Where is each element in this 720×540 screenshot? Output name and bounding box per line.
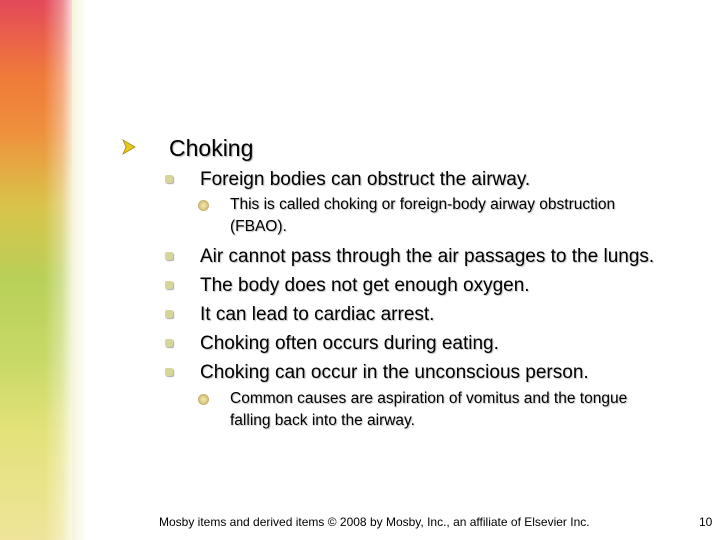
bullet-cardiac-arrest: It can lead to cardiac arrest. <box>200 304 435 325</box>
slide-title: Choking <box>169 135 254 161</box>
bullet-during-eating: Choking often occurs during eating. <box>200 333 499 354</box>
bullet-foreign-bodies: Foreign bodies can obstruct the airway. <box>200 169 531 190</box>
round-bullet-icon <box>198 394 209 405</box>
side-gradient-edge <box>72 0 88 540</box>
square-bullet-icon <box>165 252 173 260</box>
sub-bullet-fbao-line1: This is called choking or foreign-body airway obstruction <box>230 196 616 213</box>
sub-bullet-common-causes-line2: falling back into the airway. <box>230 412 415 429</box>
square-bullet-icon <box>165 339 173 347</box>
bullet-air-cannot-pass: Air cannot pass through the air passages to the lungs. <box>200 246 655 267</box>
square-bullet-icon <box>165 281 173 289</box>
square-bullet-icon <box>165 310 173 318</box>
bullet-unconscious-person: Choking can occur in the unconscious person. <box>200 362 589 383</box>
side-gradient-fade <box>44 0 74 540</box>
square-bullet-icon <box>165 175 173 183</box>
footer-copyright: Mosby items and derived items © 2008 by Mosby, Inc., an affiliate of Elsevier Inc. <box>159 515 590 529</box>
square-bullet-icon <box>165 368 173 376</box>
round-bullet-icon <box>198 200 209 211</box>
bullet-not-enough-oxygen: The body does not get enough oxygen. <box>200 275 530 296</box>
sub-bullet-fbao-line2: (FBAO). <box>230 218 287 235</box>
arrow-bullet-icon <box>122 139 136 155</box>
page-number: 10 <box>699 515 713 529</box>
sub-bullet-common-causes-line1: Common causes are aspiration of vomitus and the tongue <box>230 390 628 407</box>
